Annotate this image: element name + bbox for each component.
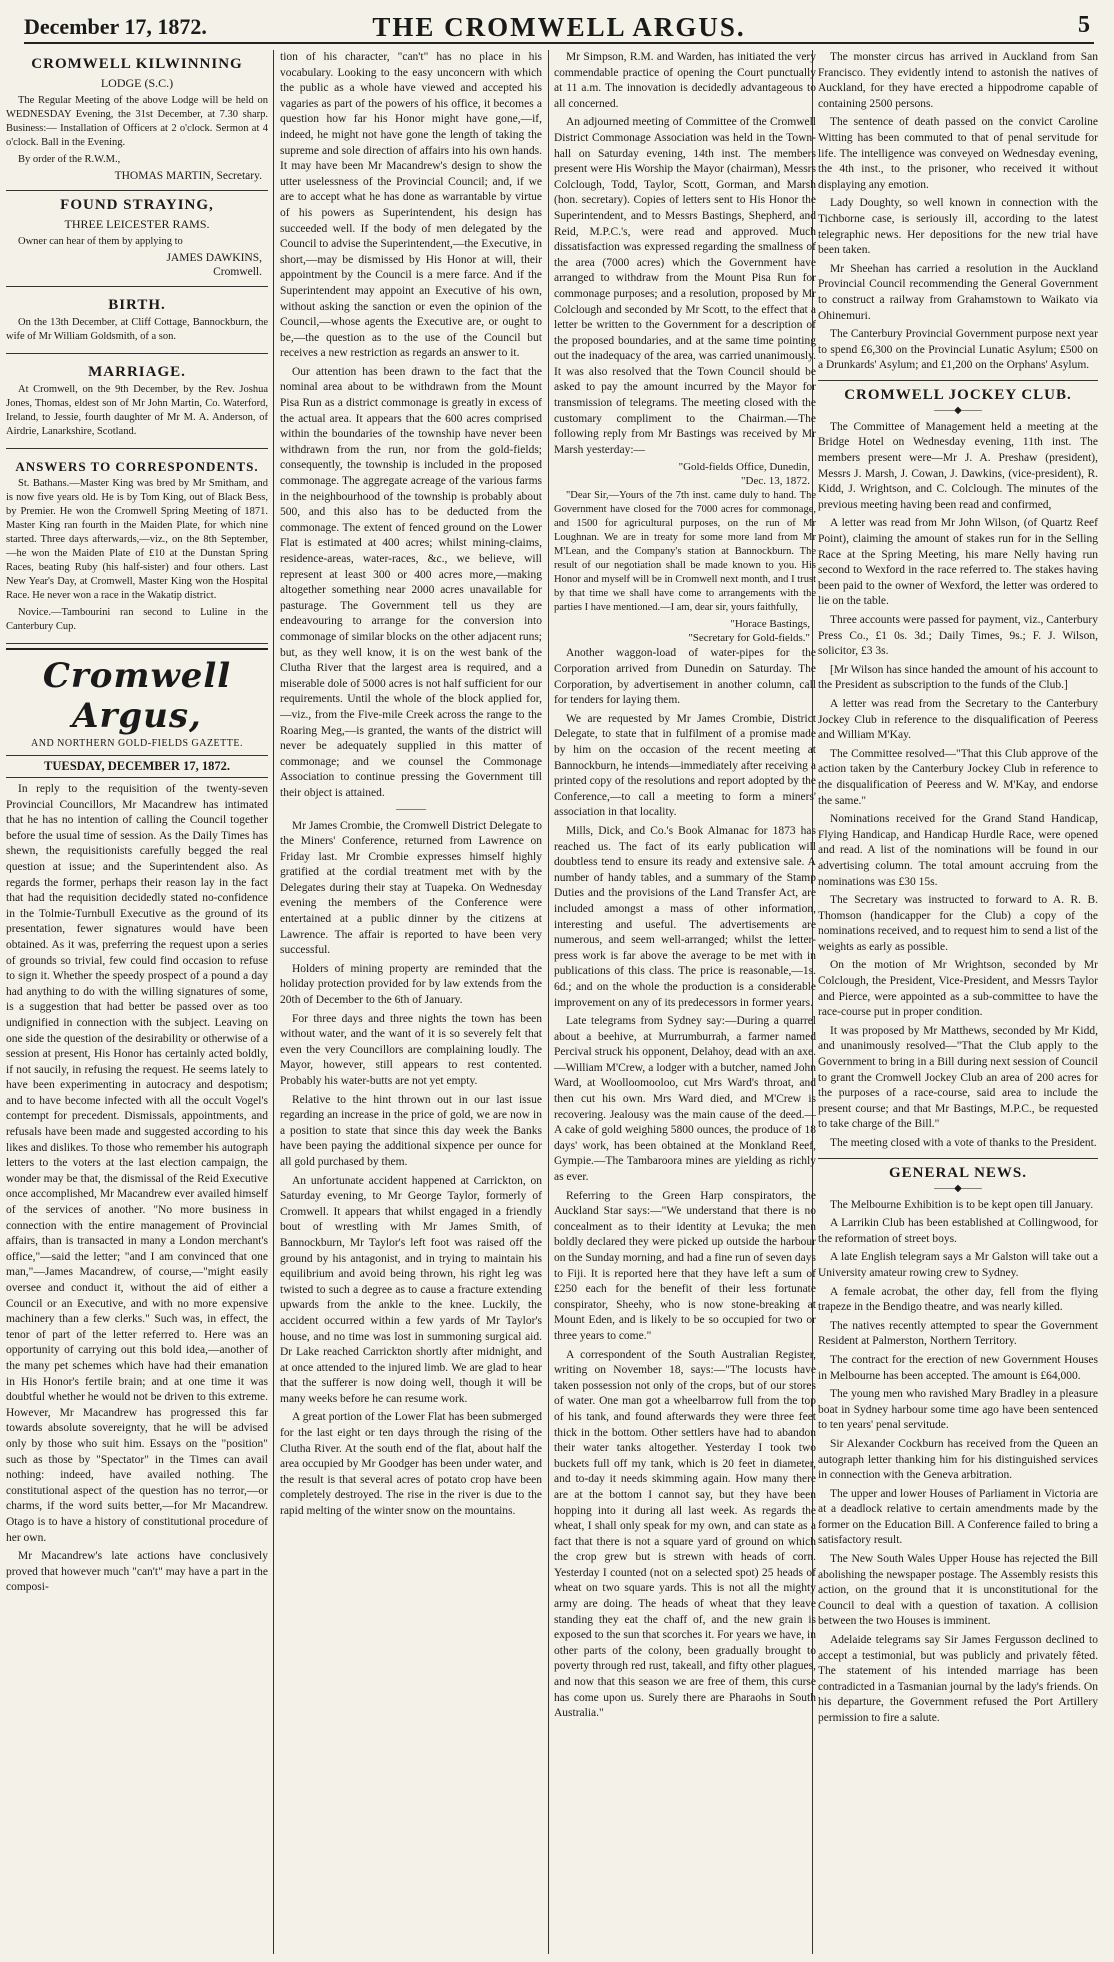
jockey-club-section	[818, 380, 1098, 1152]
column-divider	[273, 50, 274, 1954]
general-news-paragraph: The contract for the erection of new Government Houses in Melbourne has been accepted. The amount is £64,000.	[818, 1353, 1098, 1382]
general-news-paragraph: Sir Alexander Cockburn has received from the Queen an autograph letter thanking him for his distinguished services in connection with the Geneva arbitration.	[818, 1437, 1098, 1482]
news-paragraph: The Canterbury Provincial Government purpose next year to spend £6,300 on the Provincial Lunatic Asylum; £500 on a Drunkards' Asylum; and £1,200 on the Orphans' Asylum.	[818, 328, 1098, 372]
lodge-order: By order of the R.W.M.,	[18, 154, 121, 165]
jockey-paragraph: On the motion of Mr Wrightson, seconded by Mr Colclough, the President, Vice-President, and Messrs Taylor and Pierce, were appointed as a sub-committee to have the race-course put in proper condition.	[818, 959, 1098, 1019]
letter-role: "Secretary for Gold-fields."	[688, 632, 810, 645]
article-paragraph: Mr James Crombie, the Cromwell District Delegate to the Miners' Conference, returned from Lawrence on Friday last. Mr Crombie expresses himself highly gratified at the cordial treatment met with by the Delegates during their stay at Tuapeka. On Wednesday evening the members of the Conference were entertained at a public dinner by the citizens at Lawrence. The affair is reported to have been very successful.	[280, 819, 542, 957]
column-divider	[548, 50, 549, 1954]
correspondents-section	[6, 449, 268, 644]
marriage-title: MARRIAGE.	[88, 364, 186, 380]
found-straying-notice	[6, 191, 268, 287]
jockey-paragraph: It was proposed by Mr Matthews, seconded by Mr Kidd, and unanimously resolved—"That the Club apply to the Government to bring in a Bill during next session of Council to grant the Cromwell Jockey Club an area of 200 acres for the purposes of a race-course, said area to include the present course; and that Mr Bastings, M.P.C., be requested to take charge of the Bill."	[818, 1024, 1098, 1131]
column-2	[280, 50, 542, 1954]
letter-address: "Gold-fields Office, Dunedin,	[678, 461, 810, 474]
editorial-paragraph: Mr Macandrew's late actions have conclusively proved that however much "can't" may have a part in the composi-	[6, 1550, 268, 1594]
separator-rule: ——◆——	[934, 404, 982, 416]
header-date: December 17, 1872.	[24, 14, 207, 39]
separator-rule: ———	[396, 803, 426, 815]
lodge-subtitle: LODGE (S.C.)	[100, 76, 174, 90]
marriage-notice	[6, 354, 268, 449]
jockey-club-title: CROMWELL JOCKEY CLUB.	[844, 386, 1072, 403]
page-header	[24, 8, 1094, 44]
news-paragraph: Lady Doughty, so well known in connection with the Tichborne case, is seriously ill, according to the latest telegraphic news. Her depositions for the new trial have been taken.	[818, 197, 1098, 257]
general-news-paragraph: A female acrobat, the other day, fell from the flying trapeze in the Bendigo theatre, and was nearly killed.	[818, 1285, 1098, 1314]
correspondent-entry: Novice.—Tambourini ran second to Luline in the Canterbury Cup.	[6, 607, 268, 632]
article-paragraph: Our attention has been drawn to the fact that the nominal area about to be withdrawn from the Mount Pisa Run as a district commonage is greatly in excess of the actual area. It appears that the 600 acres comprised within the boundaries of the township have never been withdrawn from the run, nor from the gold-fields; consequently, the township is included in the proposed commonage. The aggregate acreage of the various farms in the neighbourhood of the township is probably about 500, and this also has to be deducted from the commonage. The extent of fenced ground on the Lower Flat is estimated at 400 acres; whilst mining-claims, residence-areas, water-races, &c., we believe, will represent at least 300 or 400 acres more,—making altogether something near 2000 acres unavailable for pasturage. The Government tell us they are endeavouring to arrange for the conversion into commonage of similar blocks on the other adjacent runs; but, as they well know, it is on the west bank of the Clutha River that the largest area is required, and a miserable dole of 5000 acres is not half sufficient for our requirements. Until the whole of the block applied for,—viz., from the Five-mile Creek across the range to the Roaring Meg,—is granted, the wants of the district will never be adequately supplied in this matter of commonage; and we counsel the Commonage Association to continue pressing the Government till their object is attained.	[280, 365, 542, 799]
correspondent-entry: St. Bathans.—Master King was bred by Mr Smitham, and is now five years old. He is by Tom King, out of Black Bess, by Premier. He won the Cromwell Spring Meeting of 1871. Master King ran fourth in the Maiden Plate, for which nine started. Three days afterwards,—viz., on the 8th September,—he won the Maiden Plate of £10 at the Dunstan Spring Races, beating Ruby (his half-sister) and four others. Last New Year's Day, at Cromwell, Master King won the Hospital Race. He never won a race in the Wakatip district.	[6, 478, 268, 601]
news-paragraph: The monster circus has arrived in Auckland from San Francisco. They evidently intend to astonish the natives of Auckland, for they have erected a hippodrome capable of containing 2500 persons.	[818, 51, 1098, 110]
general-news-paragraph: The natives recently attempted to spear the Government Resident at Palmerston, Northern Territory.	[818, 1319, 1098, 1348]
column-1	[6, 50, 268, 1954]
found-title: FOUND STRAYING,	[60, 197, 214, 213]
article-paragraph: tion of his character, "can't" has no place in his vocabulary. Looking to the easy unconcern with which the public as a whole have viewed and accepted his vagaries as part of the powers of his office, it becomes a question how far his Honor might have gone,—if, indeed, he might not have gone the length of taking the supreme and sole direction of affairs into his own hands. It may have been Mr Macandrew's design to show the utter uselessness of the Provincial Council; and, if we are to accept what he has done as warrantable by virtue of his powers as Superintendent, his design has succeeded well. If the body of men delegated by the Council to advise the Superintendent,—the Executive, in short,—may be dismissed by His Honor at will, their appointment by the Council is a mere farce. And if the Superintendent may appoint an Executive of his own, without asking the sanction or even the opinion of the Council,—whose agents the Executive are, or ought to be,—the question as to the use of the Council but receives a new restriction as regards an answer to it.	[280, 51, 542, 360]
lodge-signature: THOMAS MARTIN, Secretary.	[114, 170, 262, 182]
column-3	[554, 50, 816, 1954]
marriage-body: At Cromwell, on the 9th December, by the Rev. Joshua Jones, Thomas, eldest son of Mr John Martin, Co. Waterford, Ireland, to Jessie, fourth daughter of Mr M. A. Anderson, of Airdrie, Lanarkshire, Scotland.	[6, 384, 268, 437]
article-paragraph: A great portion of the Lower Flat has been submerged for the last eight or ten days through the rising of the Clutha River. At the south end of the flat, about half the area occupied by Mr Goodger has been under water, and the result is that several acres of potato crop have been completely destroyed. The rise in the river is due to the rapid melting of the winter snow on the mountains.	[280, 1411, 542, 1518]
jockey-paragraph: The Committee of Management held a meeting at the Bridge Hotel on Wednesday evening, 11th inst. The members present were—Mr J. A. Preshaw (president), Messrs J. Marsh, J. Cowan, J. Dawkins, (vice-president), R. Kidd, J. Wrightson, and C. Colclough. The minutes of the previous meeting having been read and confirmed,	[818, 420, 1098, 511]
article-paragraph: Referring to the Green Harp conspirators, the Auckland Star says:—"We understand that there is no concealment as to their identity at Levuka; the men boldly declared they were picked up outside the harbour on the Sunday morning, and had a fine run of seven days to Fiji. It is reported here that they have left a sum of £250 each for the benefit of their less fortunate conspirator, Sheehy, who is now stone-breaking at Mount Eden, and is likely to be so occupied for two or three years to come."	[554, 1189, 816, 1342]
general-news-section	[818, 1158, 1098, 1727]
general-news-paragraph: The young men who ravished Mary Bradley in a pleasure boat in Sydney harbour some time ago have been sentenced to ten years' penal servitude.	[818, 1388, 1098, 1432]
dateline: TUESDAY, DECEMBER 17, 1872.	[6, 755, 268, 778]
birth-title: BIRTH.	[108, 297, 166, 313]
found-place: Cromwell.	[213, 266, 262, 278]
article-paragraph: Holders of mining property are reminded that the holiday protection provided for by law extends from the 20th of December to the 6th of January.	[280, 962, 542, 1007]
letter-body: "Dear Sir,—Yours of the 7th inst. came duly to hand. The Government have closed for the 7000 acres for commonage, and 1500 for agricultural purposes, on the run of Mr Loughnan. We are in treaty for some more land from Mr M'Lean, and the Company's station at Bannockburn. The result of our negotiation shall be made known to you. His Honor and myself will be in Cromwell next month, and I trust by that time we shall have come to arrangements with the parties I have mentioned.—I am, dear sir, yours faithfully,	[554, 490, 816, 614]
general-news-paragraph: The upper and lower Houses of Parliament in Victoria are at a deadlock relative to certain amendments made by the former on the Education Bill. A Conference failed to bring a satisfactory result.	[818, 1487, 1098, 1547]
article-paragraph: Relative to the hint thrown out in our last issue regarding an increase in the price of gold, we are now in a position to state that since this day week the Banks have been paying the additional sixpence per ounce for all gold purchased by them.	[280, 1093, 542, 1168]
general-news-paragraph: The New South Wales Upper House has rejected the Bill abolishing the newspaper postage. The Assembly resists this action, on the ground that it is unconstitutional for the Council to deal with a question of taxation. A collision between the two Houses is imminent.	[818, 1553, 1098, 1628]
general-news-paragraph: Adelaide telegrams say Sir James Fergusson declined to accept a testimonial, but was publicly and privately fêted. The statement of his intended marriage has been contradicted in a Tasmanian journal by the lady's friends. On his departure, the Government refused the Port Artillery permission to fire a salute.	[818, 1634, 1098, 1724]
jockey-paragraph: Nominations received for the Grand Stand Handicap, Flying Handicap, and Handicap Hurdle Race, were opened and read. A list of the nominations will be found in our advertising column. The total amount accruing from the nominations was £30 15s.	[818, 813, 1098, 888]
jockey-paragraph: A letter was read from Mr John Wilson, (of Quartz Reef Point), claiming the amount of stakes run for in the Selling Race at the Spring Meeting, his mare Nelly having run second to Wexford in the race referred to. The stakes having been paid to the owner of Wexford, the letter was ordered to lie on the table.	[818, 517, 1098, 608]
found-name: JAMES DAWKINS,	[166, 252, 262, 264]
article-paragraph: We are requested by Mr James Crombie, District Delegate, to state that in fulfilment of a promise made by him on the occasion of the recent meeting at Bannockburn, he intends—immediately after receiving a printed copy of the resolutions and report adopted by the Conference,—to call a meeting to form a miners' association in that locality.	[554, 712, 816, 819]
article-paragraph: Mr Simpson, R.M. and Warden, has initiated the very commendable practice of opening the Court punctually at 11 a.m. The innovation is decidedly advantageous to all concerned.	[554, 51, 816, 110]
masthead-title: Cromwell Argus,	[42, 656, 232, 736]
general-news-paragraph: A Larrikin Club has been established at Collingwood, for the reformation of street boys.	[818, 1217, 1098, 1245]
article-paragraph: Mills, Dick, and Co.'s Book Almanac for 1873 has reached us. The fact of its early publication will doubtless tend to ensure its ready and extensive sale. A number of handy tables, and a summary of the Stamp Duties and the provisions of the Land Transfer Act, are included amongst a mass of other information, interesting and useful. The advertisements are numerous, and seem well-arranged; whilst the letter-press work is far above the average to be met with in publications of this class. The price is reasonable,—1s. 6d.; and on the whole the production is a considerable improvement on any of its predecessors in former years.	[554, 824, 816, 1009]
jockey-paragraph: [Mr Wilson has since handed the amount of his account to the President as subscription to the funds of the Club.]	[818, 663, 1098, 692]
lodge-title: CROMWELL KILWINNING	[31, 56, 243, 72]
birth-notice	[6, 287, 268, 354]
article-paragraph: Another waggon-load of water-pipes for the Corporation arrived from Dunedin on Saturday. The Corporation, by advertisement in another column, call for tenders for laying them.	[554, 647, 816, 707]
lodge-body: The Regular Meeting of the above Lodge will be held on WEDNESDAY Evening, the 31st December, at 7.30 sharp. Business:— Installation of Officers at 2 o'clock. Sermon at 4 o'clock. Ball in the Evening.	[6, 95, 268, 148]
article-paragraph: An adjourned meeting of Committee of the Cromwell District Commonage Association was held in the Town-hall on Saturday evening, 14th inst. The members present were His Worship the Mayor (chairman), Messrs Colclough, Todd, Taylor, Scott, Gorman, and Marsh (hon. secretary). Copies of letters sent to His Honor the Superintendent, and to Messrs Bastings, Shepherd, and Reid, M.P.C.'s, were read and approved. Much dissatisfaction was expressed regarding the smallness of the area (7000 acres) which the Government have arranged to withdraw from the Mount Pisa Run for commonage purposes; and a resolution, proposed by Mr Colclough and seconded by Mr Scott, to the effect that a letter be written to the Government for a description of the proposed boundaries, and at the same time pointing out the inadequacy of the area, was carried unanimously. It was also resolved that the Town Council should be asked to pay the amount incurred by the Mayor for transmission of telegrams. The meeting closed with the customary compliment to the Chairman.—The following reply from Mr Bastings was received by Mr Marsh yesterday:—	[554, 116, 816, 456]
lodge-notice	[6, 50, 268, 191]
jockey-paragraph: Three accounts were passed for payment, viz., Canterbury Press Co., £1 0s. 3d.; Daily Times, 9s.; F. J. Wilson, solicitor, £3 3s.	[818, 614, 1098, 658]
jockey-paragraph: The meeting closed with a vote of thanks to the President.	[830, 1137, 1097, 1149]
general-news-paragraph: A late English telegram says a Mr Galston will take out a University amateur rowing crew to Sydney.	[818, 1251, 1098, 1279]
general-news-paragraph: The Melbourne Exhibition is to be kept open till January.	[830, 1198, 1094, 1211]
jockey-paragraph: The Secretary was instructed to forward to A. R. B. Thomson (handicapper for the Club) a copy of the nominations received, and to request him to send a list of the weights as early as possible.	[818, 894, 1098, 953]
news-paragraph: The sentence of death passed on the convict Caroline Witting has been commuted to that of penal servitude for life. The intelligence was conveyed on Wednesday evening, the 4th inst., to the prisoner, who received it without displaying any emotion.	[818, 116, 1098, 191]
birth-body: On the 13th December, at Cliff Cottage, Bannockburn, the wife of Mr William Goldsmith, of a son.	[6, 317, 268, 342]
newspaper-title: THE CROMWELL ARGUS.	[372, 12, 746, 42]
jockey-paragraph: A letter was read from the Secretary to the Canterbury Jockey Club in reference to the disqualification of Peeress and William M'Kay.	[818, 697, 1098, 742]
letter-date: "Dec. 13, 1872.	[741, 475, 810, 488]
found-subtitle: THREE LEICESTER RAMS.	[64, 217, 210, 231]
page-number: 5	[1078, 12, 1090, 38]
editorial-paragraph: In reply to the requisition of the twenty-seven Provincial Councillors, Mr Macandrew has intimated that he has no intention of calling the Council together before the usual time of session. As the Daily Times has shewn, the requisitionists carefully begged the real question at issue; and the Superintendent also. As regards the former, perhaps their reason lay in the fact that had the requisition decidedly stated no-confidence in the Tolmie-Turnbull Executive as the ground of its presentation, fewer signatures would have been obtained. As it was, preferring the request upon a series of grounds so trivial, few could find occasion to refuse to sign it. Whether the speedy prospect of a pound a day had anything to do with the willing signatures of some, is a suggestion that had better be passed over as too undignified in connection with the subject. Leaving on one side the question of the desirability or otherwise of a session at present, His Honor has certainly acted boldly, if not saucily, in refusing the request. He seems lately to have been experimenting in autocracy and despotism; and to have become infected with all the occult Vogel's contempt for precedent. Dismissals, appointments, and refusals have been made and suggested according to his likes and dislikes. To those who remember his autograph letters to the voters at the last election campaign, the wonder may be that, the dismissal of the Reid Executive once accomplished, Mr Macandrew ever availed himself of the services of another. "No more business in connection with the entire management of Provincial affairs, than is transacted in many a London merchant's office,"—said the letter; "and I am convinced that one man,"—James Macandrew, of course,—"might easily oversee and conduct it, without the aid of either a Council or an Executive, and with no more expensive machinery than a few clerks." Such was, in effect, the tenor of part of the letter referred to. Here was an opportunity of carrying out this bold idea,—another of the many pet schemes which have had their emanation in His Honor's fertile brain; and at one time it was doubtful whether he would not be driven to this extreme. However, Mr Macandrew has progressed this far towards absolute sovereignty, that he will be advised only by those who suit him. Essays on the "position" such as those by "Spectator" in the Times can avail nothing: indeed, have availed nothing. The constitutional aspect of the question has no terror,—or charms, if the word suits better,—for Mr Macandrew. Otago is to have a history of constitutional procedure of her own.	[6, 783, 268, 1544]
article-paragraph: For three days and three nights the town has been without water, and the want of it is so severely felt that even the very Councillors are complaining loudly. The Mayor, however, still appears to rest contented. Probably his water-butts are not yet empty.	[280, 1012, 542, 1087]
separator-rule: ——◆——	[934, 1182, 982, 1194]
found-body: Owner can hear of them by applying to	[18, 236, 183, 247]
general-news-title: GENERAL NEWS.	[888, 1164, 1028, 1181]
news-paragraph: Mr Sheehan has carried a resolution in the Auckland Provincial Council recommending the General Government to construct a railway from Grahamstown to Waikato via Ohinemuri.	[818, 262, 1098, 322]
masthead-subtitle: AND NORTHERN GOLD-FIELDS GAZETTE.	[31, 738, 243, 749]
article-paragraph: A correspondent of the South Australian Register, writing on November 18, says:—"The locusts have taken possession not only of the crops, but of our stores of water. One man got a wheelbarrow full from the top of his tank, and found afterwards they were three feet thick in the bottom. Other settlers have had to abandon their water tanks altogether. Yesterday I took two buckets full off my tank, which is 20 feet in diameter, and to-day it needs skimming again. How many there are at the bottom I cannot say, but they have been hopping into it during all last week. As regards the wheat, I shall only speak for my own, and can state as a fact that there is not a square yard of ground on which the crop grew but is strewn with heads of corn. Yesterday I counted (not on a selected spot) 25 heads of wheat on two square yards. This is not all the mighty army are doing. The heads of wheat that they leave standing they eat the chaff of, and the new grain is exposed to the sun that scorches it. For years we have, in other parts of the colony, been gradually brought to poverty through red rust, takeall, and fifty other plagues, and now that this season we are free of them, this curse has come upon us. Surely there are Pharaohs in South Australia."	[554, 1348, 816, 1720]
correspondents-title: ANSWERS TO CORRESPONDENTS.	[15, 459, 259, 474]
jockey-paragraph: The Committee resolved—"That this Club approve of the action taken by the Canterbury Jockey Club in reference to the disqualification of Peeress and W. M'Kay, and endorse the same."	[818, 747, 1098, 807]
letter-signature: "Horace Bastings,	[730, 618, 810, 631]
column-4	[818, 50, 1098, 1954]
masthead	[6, 648, 268, 751]
article-paragraph: An unfortunate accident happened at Carrickton, on Saturday evening, to Mr George Taylor, formerly of Cromwell. It appears that whilst engaged in a friendly bout of wrestling with Mr James Smith, of Bannockburn, Mr Taylor's left foot was raised off the ground by his antagonist, and in trying to maintain his equilibrium and avoid being thrown, his right leg was twisted to such a degree as to cause a fracture extending upwards from the ankle to the knee. Luckily, the accident occurred within a few yards of Mr Taylor's house, and no time was lost in summoning surgical aid. Dr Lake reached Carrickton shortly after midnight, and at once attended to the injured limb. We are glad to hear that the sufferer is now doing well, though it will be many weeks before he can resume work.	[280, 1174, 542, 1405]
article-paragraph: Late telegrams from Sydney say:—During a quarrel about a beehive, at Murrumburrah, a farmer named Percival struck his opponent, Delahoy, dead with an axe.—William M'Crew, a lodger with a butcher, named John Ward, at Woolloomooloo, cut Mrs Ward's throat, and then cut his own. Mrs Ward died, and M'Crew is recovering. Jealousy was the main cause of the deed.—A cake of gold weighing 5800 ounces, the produce of 18 days' work, has been obtained at the Monkland Reef, Gympie.—The Tambaroora mines are yielding as richly as ever.	[554, 1015, 816, 1184]
